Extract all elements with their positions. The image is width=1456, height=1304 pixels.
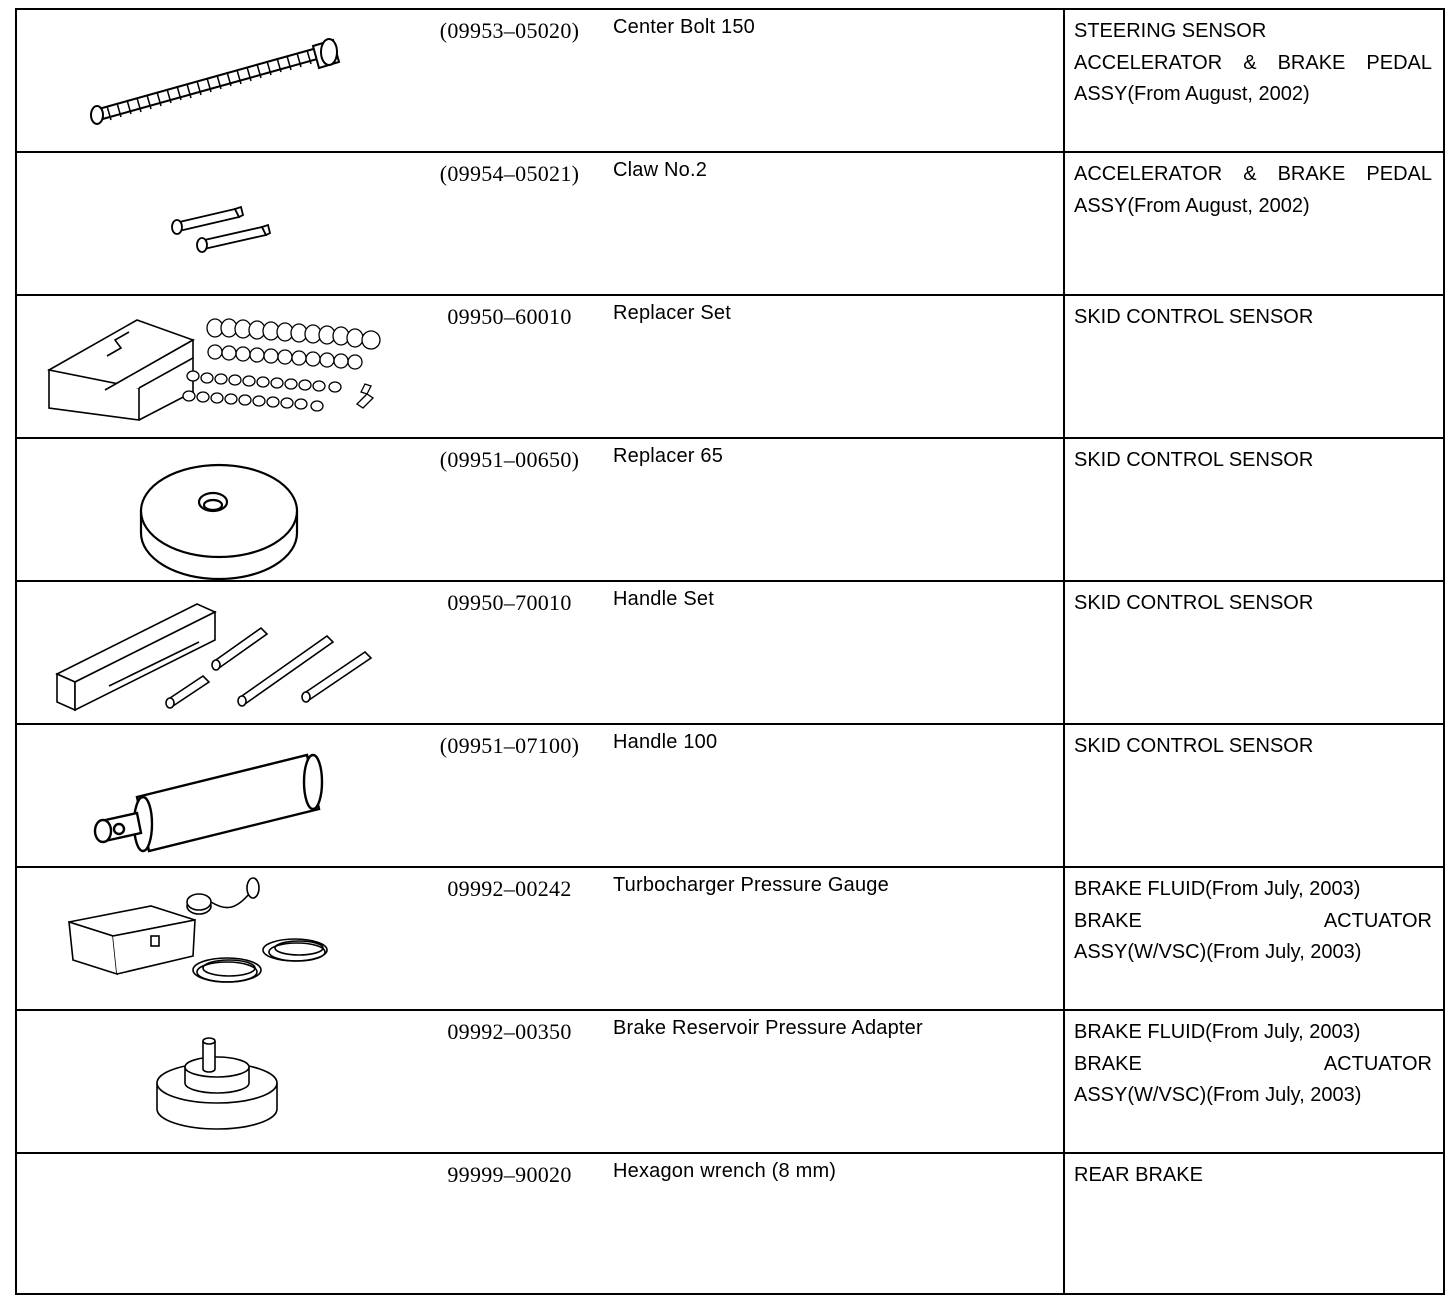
tool-name: Replacer Set — [613, 302, 732, 324]
table-row — [17, 725, 1443, 868]
reference-line: BRAKE ACTUATOR — [1074, 1052, 1432, 1075]
illustration-cell-empty — [17, 1154, 417, 1295]
column-divider — [1063, 1154, 1065, 1293]
part-number: 09992–00350 — [447, 1019, 572, 1044]
tool-name: Turbocharger Pressure Gauge — [613, 874, 889, 896]
reference-line: BRAKE FLUID(From July, 2003) — [1074, 878, 1361, 900]
reference-cell — [1074, 302, 1432, 334]
tool-name: Brake Reservoir Pressure Adapter — [613, 1017, 923, 1039]
column-divider — [1063, 10, 1065, 151]
reference-line: STEERING SENSOR — [1074, 20, 1267, 42]
reference-cell — [1074, 445, 1432, 477]
pressure-gauge-icon — [17, 868, 417, 1009]
handle-icon — [17, 725, 417, 866]
part-number: 99999–90020 — [447, 1162, 572, 1187]
tool-name: Hexagon wrench (8 mm) — [613, 1160, 837, 1182]
replacer-set-icon — [17, 296, 417, 437]
reference-line: REAR BRAKE — [1074, 1164, 1203, 1186]
part-number: (09951–07100) — [439, 733, 580, 758]
part-number: 09950–60010 — [447, 304, 572, 329]
reservoir-adapter-icon — [17, 1011, 417, 1152]
table-row — [17, 582, 1443, 725]
reference-line: ASSY(W/VSC)(From July, 2003) — [1074, 1084, 1362, 1106]
reference-line: ACCELERATOR & BRAKE PEDAL — [1074, 51, 1432, 74]
reference-cell — [1074, 588, 1432, 620]
reference-line: SKID CONTROL SENSOR — [1074, 735, 1314, 757]
reference-line: ASSY(From August, 2002) — [1074, 194, 1310, 217]
reference-line: ASSY(W/VSC)(From July, 2003) — [1074, 941, 1362, 963]
part-number: (09951–00650) — [439, 447, 580, 472]
part-number: (09954–05021) — [439, 161, 580, 186]
reference-cell — [1074, 731, 1432, 763]
column-divider — [1063, 868, 1065, 1009]
column-divider — [1063, 582, 1065, 723]
reference-cell — [1074, 874, 1432, 969]
tool-name: Center Bolt 150 — [613, 16, 755, 38]
tool-name: Handle Set — [613, 588, 714, 610]
special-service-tools-table — [15, 8, 1445, 1295]
column-divider — [1063, 439, 1065, 580]
reference-line: SKID CONTROL SENSOR — [1074, 306, 1314, 328]
reference-line: SKID CONTROL SENSOR — [1074, 592, 1314, 614]
reference-line: ASSY(From August, 2002) — [1074, 83, 1310, 105]
reference-line: SKID CONTROL SENSOR — [1074, 449, 1314, 471]
replacer-disc-icon — [17, 439, 417, 580]
reference-cell — [1074, 1017, 1432, 1112]
reference-line: BRAKE ACTUATOR — [1074, 909, 1432, 932]
table-row — [17, 296, 1443, 439]
column-divider — [1063, 153, 1065, 294]
column-divider — [1063, 1011, 1065, 1152]
part-number: 09992–00242 — [447, 876, 572, 901]
handle-set-icon — [17, 582, 417, 723]
reference-cell — [1074, 1160, 1432, 1192]
column-divider — [1063, 296, 1065, 437]
reference-line: ACCELERATOR & BRAKE PEDAL — [1074, 163, 1432, 185]
reference-cell — [1074, 159, 1432, 222]
table-row — [17, 1011, 1443, 1154]
table-row — [17, 868, 1443, 1011]
tool-name: Handle 100 — [613, 731, 718, 753]
center-bolt-icon — [17, 10, 417, 151]
part-number: 09950–70010 — [447, 590, 572, 615]
reference-cell — [1074, 16, 1432, 111]
table-row — [17, 439, 1443, 582]
part-number: (09953–05020) — [439, 18, 580, 43]
tool-name: Claw No.2 — [613, 159, 708, 181]
table-row — [17, 1154, 1443, 1293]
column-divider — [1063, 725, 1065, 866]
reference-line: BRAKE FLUID(From July, 2003) — [1074, 1021, 1361, 1043]
table-row — [17, 10, 1443, 153]
tool-name: Replacer 65 — [613, 445, 724, 467]
table-row — [17, 153, 1443, 296]
claw-icon — [17, 153, 417, 294]
